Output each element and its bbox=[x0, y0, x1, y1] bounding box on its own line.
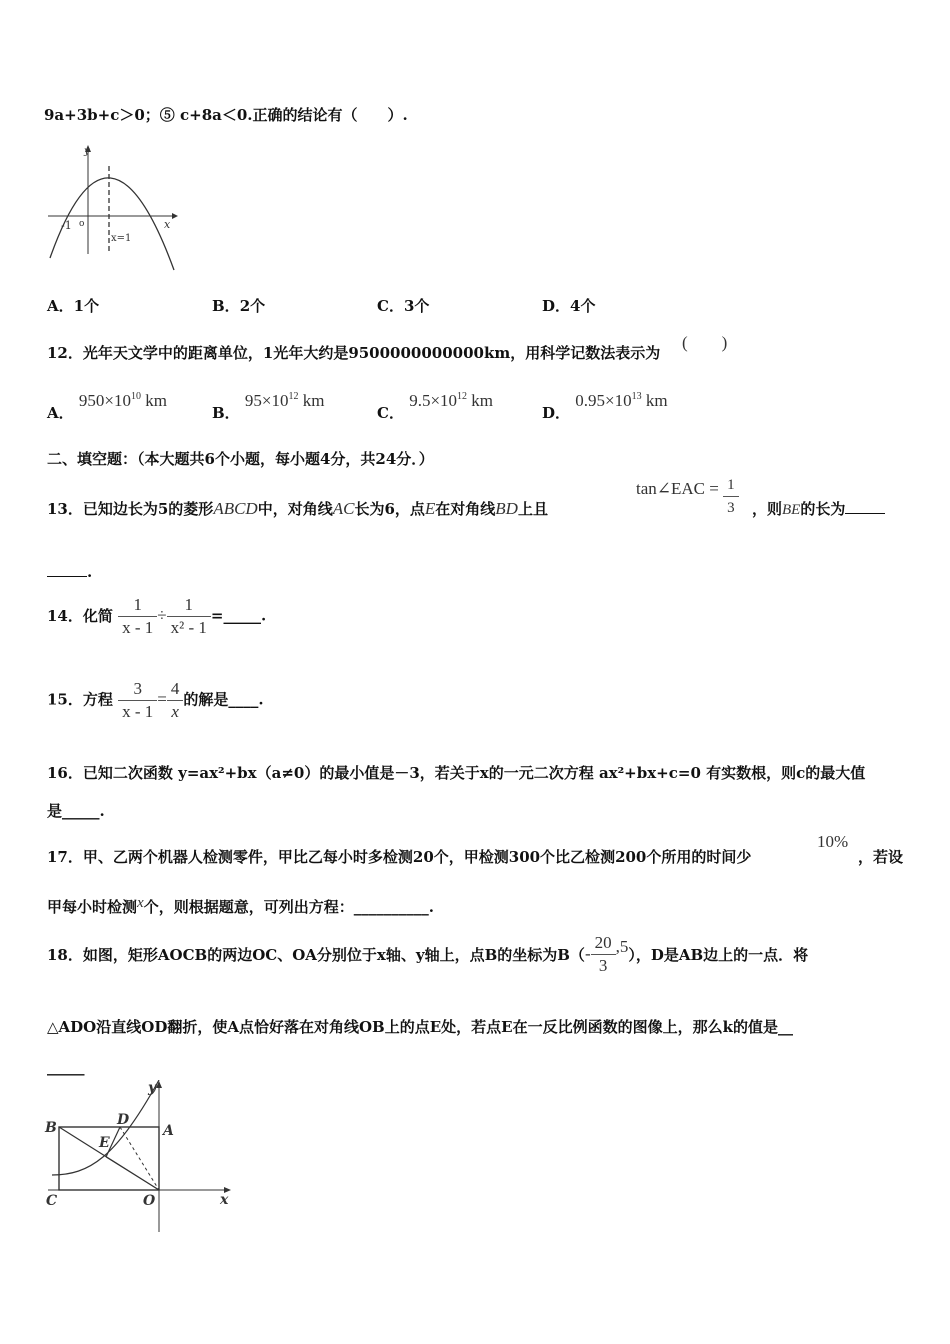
option-unit: km bbox=[471, 391, 494, 410]
option-exponent: 13 bbox=[631, 391, 642, 402]
option-unit: km bbox=[645, 391, 668, 410]
q11-option-a[interactable] bbox=[47, 295, 99, 316]
q15-text: 的解是____. bbox=[183, 690, 264, 709]
q17-percent: 10% bbox=[817, 832, 849, 851]
q11-option-b[interactable] bbox=[212, 295, 265, 316]
q16-line1: 16．已知二次函数 y=ax²+bx（a≠0）的最小值是－3，若关于x的一元二次方程 ax²+bx+c=0 有实数根，则c的最大值 bbox=[47, 764, 866, 782]
q15-frac1-denominator: x - 1 bbox=[122, 702, 154, 721]
origin-label: o bbox=[79, 219, 85, 229]
option-letter: C． bbox=[377, 404, 404, 422]
q12-stem: 12．光年天文学中的距离单位，1光年大约是9500000000000km，用科学记数法表示为 bbox=[47, 344, 661, 362]
q11-parabola-graph bbox=[44, 140, 184, 275]
option-letter: B． bbox=[212, 404, 240, 422]
tick-neg1-label: -1 bbox=[61, 219, 72, 232]
option-exponent: 10 bbox=[130, 391, 141, 402]
segment-eo bbox=[106, 1157, 159, 1190]
q12-option-d[interactable]: D． $0.95\times 10^{13}$ km bbox=[542, 391, 668, 422]
option-text: 2个 bbox=[239, 297, 266, 315]
label-o: O bbox=[143, 1193, 156, 1209]
option-text: 4个 bbox=[570, 297, 596, 315]
label-x: x bbox=[220, 1192, 229, 1208]
option-coef: 950 bbox=[78, 391, 105, 410]
q13-text: 长为6，点 bbox=[354, 500, 425, 518]
section-title: 二、填空题：（本大题共6个小题，每小题4分，共24分．） bbox=[47, 450, 434, 468]
q13-answer-blank-cont[interactable] bbox=[47, 562, 87, 577]
q11-continuation: 9a+3b+c＞0；⑤ c+8a＜0.正确的结论有（ ）. bbox=[44, 106, 408, 124]
q18-coord-denominator: 3 bbox=[598, 955, 608, 975]
q17-line1-end: ，若设 bbox=[858, 848, 904, 866]
q13-tan-label: tan∠EAC = bbox=[636, 479, 719, 499]
x-axis-arrow-icon bbox=[172, 213, 178, 219]
q18-line3: _____ bbox=[47, 1058, 85, 1076]
option-letter: A． bbox=[47, 297, 74, 315]
q17-line1: 17．甲、乙两个机器人检测零件，甲比乙每小时多检测20个，甲检测300个比乙检测200个所用的时间少 bbox=[47, 848, 752, 866]
q13-text: 13．已知边长为5的菱形 bbox=[47, 500, 214, 518]
label-a: A bbox=[163, 1123, 174, 1139]
q13-text: 在对角线 bbox=[435, 500, 496, 518]
option-unit: km bbox=[145, 391, 167, 410]
q15-frac2-denominator: x bbox=[171, 702, 179, 721]
q14-text: =_____. bbox=[210, 606, 267, 625]
q13-var-be: BE bbox=[782, 502, 801, 518]
q13-line1 bbox=[47, 498, 548, 519]
q11-option-c[interactable] bbox=[377, 295, 429, 316]
y-axis-label: y bbox=[84, 146, 90, 157]
q13-var-ac: AC bbox=[332, 499, 355, 518]
q15-text: 15．方程 bbox=[47, 690, 113, 709]
x-axis-label: x bbox=[164, 218, 171, 231]
axis-of-symmetry-label: x=1 bbox=[111, 233, 132, 244]
q18-rectangle-figure bbox=[44, 1080, 236, 1236]
q12-option-c[interactable]: C． $9.5\times 10^{12}$ km bbox=[377, 391, 494, 422]
q18-text: ），D是AB边上的一点．将 bbox=[628, 945, 809, 964]
option-letter: A． bbox=[47, 404, 74, 422]
q14-divide-sign: ÷ bbox=[157, 605, 167, 625]
label-c: C bbox=[46, 1193, 58, 1209]
q14-frac2-numerator: 1 bbox=[167, 594, 211, 617]
option-text: 1个 bbox=[73, 297, 100, 315]
q13-text: 上且 bbox=[517, 500, 548, 518]
q12-answer-paren: ( ) bbox=[682, 333, 728, 352]
q14-text: 14．化简 bbox=[47, 606, 113, 625]
q13-text: ，则 bbox=[752, 500, 783, 518]
q16-line2: 是_____. bbox=[47, 802, 105, 820]
q15-frac1-numerator: 3 bbox=[118, 678, 157, 701]
q15-line bbox=[47, 678, 264, 723]
q12-option-b[interactable]: B． $95\times 10^{12}$ km bbox=[212, 391, 325, 422]
q13-line2 bbox=[47, 562, 92, 581]
q13-line1-end bbox=[752, 498, 885, 519]
label-e: E bbox=[99, 1135, 110, 1151]
q18-coord-numerator: 20 bbox=[591, 932, 616, 955]
q18-text: 18．如图，矩形AOCB的两边OC、OA分别位于x轴、y轴上，点B的坐标为B（ bbox=[47, 945, 585, 964]
q13-text: 的长为 bbox=[800, 500, 846, 518]
q12-option-a[interactable]: A． $950\times 10^{10}$ km bbox=[47, 391, 167, 422]
option-exponent: 12 bbox=[288, 391, 299, 402]
label-d: D bbox=[117, 1112, 130, 1128]
q17-var-x: x bbox=[137, 895, 144, 911]
q17-line2 bbox=[47, 896, 434, 917]
option-letter: B． bbox=[212, 297, 240, 315]
option-coef: 95 bbox=[244, 391, 262, 410]
q14-frac1-denominator: x - 1 bbox=[122, 618, 154, 637]
option-exponent: 12 bbox=[457, 391, 468, 402]
q13-var-bd: BD bbox=[495, 499, 518, 518]
q17-text: 甲每小时检测 bbox=[47, 898, 138, 916]
option-letter: D． bbox=[542, 404, 571, 422]
q18-line1 bbox=[47, 932, 808, 976]
option-coef: 9.5 bbox=[409, 391, 431, 410]
option-unit: km bbox=[302, 391, 325, 410]
label-b: B bbox=[45, 1120, 57, 1136]
option-letter: D． bbox=[542, 297, 571, 315]
q14-frac1-numerator: 1 bbox=[118, 594, 157, 617]
q13-tan-numerator: 1 bbox=[723, 474, 739, 497]
q13-tan-expression bbox=[636, 474, 739, 519]
q15-frac2-numerator: 4 bbox=[167, 678, 184, 701]
option-coef: 0.95 bbox=[575, 391, 605, 410]
q11-option-d[interactable] bbox=[542, 295, 595, 316]
q18-line2: △ADO沿直线OD翻折，使A点恰好落在对角线OB上的点E处，若点E在一反比例函数的图像上，那么k的值是__ bbox=[47, 1018, 793, 1036]
q13-tan-denominator: 3 bbox=[727, 500, 735, 516]
q13-text: 中，对角线 bbox=[257, 500, 333, 518]
q17-text: 个，则根据题意，可列出方程：__________. bbox=[143, 898, 434, 916]
q15-equals-sign: = bbox=[157, 689, 167, 709]
q14-line bbox=[47, 594, 266, 639]
q18-coord-y: ,5 bbox=[615, 937, 629, 956]
option-letter: C． bbox=[377, 297, 404, 315]
option-text: 3个 bbox=[403, 297, 430, 315]
q13-text: . bbox=[87, 563, 93, 581]
fold-line-od bbox=[120, 1127, 159, 1190]
label-y: y bbox=[148, 1080, 157, 1096]
q13-var-e: E bbox=[424, 499, 436, 518]
q14-frac2-denominator: x² - 1 bbox=[170, 618, 207, 637]
q13-answer-blank[interactable] bbox=[845, 499, 885, 514]
q13-var-abcd: ABCD bbox=[213, 499, 258, 518]
q18-coord-neg: - bbox=[584, 944, 591, 963]
